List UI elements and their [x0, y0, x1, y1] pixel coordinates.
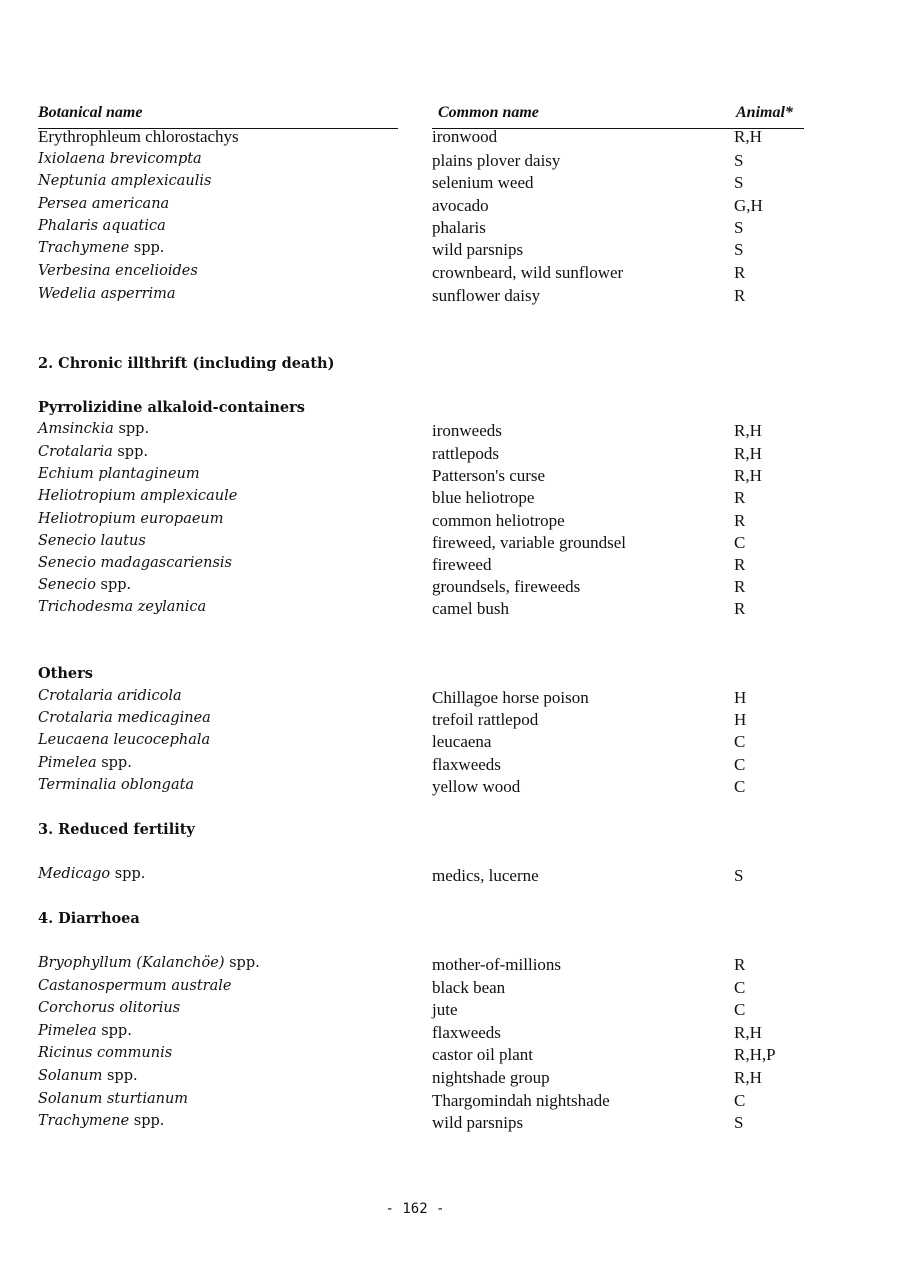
table-row [0, 1091, 900, 1113]
botanical-name [38, 577, 131, 593]
common-name: Patterson's curse [432, 466, 546, 485]
animal-code: H [734, 688, 747, 707]
botanical-name [38, 286, 176, 302]
botanical-name [38, 444, 148, 460]
genus: Senecio madagascariensis [38, 555, 232, 571]
animal-code: R,H [734, 1023, 762, 1042]
table-row [0, 173, 900, 195]
botanical-name [38, 688, 182, 704]
genus: Neptunia amplexicaulis [38, 173, 212, 189]
genus: Trachymene [38, 240, 130, 256]
animal-code: S [734, 218, 744, 237]
table-row [0, 866, 900, 888]
genus: Senecio [38, 577, 96, 593]
common-name: camel bush [432, 599, 509, 618]
botanical-name [38, 488, 237, 504]
animal-code: S [734, 1113, 744, 1132]
genus: Solanum sturtianum [38, 1091, 189, 1107]
genus: Amsinckia [38, 421, 114, 437]
botanical-name [38, 555, 232, 571]
genus: Crotalaria aridicola [38, 688, 182, 704]
table-row [0, 688, 900, 710]
animal-code: H [734, 710, 747, 729]
animal-code: C [734, 533, 746, 552]
common-name: flaxweeds [432, 1023, 501, 1042]
common-name: jute [432, 1000, 458, 1019]
botanical-name [38, 1045, 172, 1061]
animal-code: C [734, 755, 746, 774]
table-row [0, 555, 900, 577]
botanical-name [38, 511, 224, 527]
animal-code: R,H [734, 466, 762, 485]
genus: Bryophyllum (Kalanchöe) [38, 955, 225, 971]
common-name: phalaris [432, 218, 486, 237]
animal-code: R [734, 577, 746, 596]
common-name: wild parsnips [432, 1113, 524, 1132]
table-row [0, 196, 900, 218]
table-row [0, 777, 900, 799]
genus: Leucaena leucocephala [38, 732, 211, 748]
genus: Medicago [38, 866, 111, 882]
botanical-name [38, 466, 200, 482]
table-row [0, 240, 900, 262]
common-name: black bean [432, 978, 506, 997]
column-header-animal: Animal* [736, 104, 793, 121]
species-abbrev: spp. [100, 577, 132, 593]
genus: Pimelea [38, 1023, 97, 1039]
botanical-name [38, 755, 132, 771]
botanical-name [38, 1000, 180, 1016]
table-row [0, 755, 900, 777]
botanical-name [38, 263, 198, 279]
table-row [0, 599, 900, 621]
genus: Wedelia asperrima [38, 286, 176, 302]
genus: Ricinus communis [38, 1045, 173, 1061]
table-row [0, 263, 900, 285]
table-row [0, 466, 900, 488]
botanical-name [38, 127, 239, 147]
common-name: Thargomindah nightshade [432, 1091, 610, 1110]
botanical-name [38, 533, 146, 549]
table-row [0, 444, 900, 466]
table-row [0, 978, 900, 1000]
animal-code: R [734, 488, 746, 507]
common-name: sunflower daisy [432, 286, 541, 305]
animal-code: R [734, 555, 746, 574]
animal-code: C [734, 732, 746, 751]
section-heading-chronic-illthrift: 2. Chronic illthrift (including death) [38, 355, 335, 372]
animal-code: R [734, 955, 746, 974]
table-row [0, 218, 900, 240]
common-name: ironwood [432, 127, 498, 146]
table-row [0, 577, 900, 599]
genus: Trachymene [38, 1113, 130, 1129]
botanical-name [38, 1113, 164, 1129]
species-abbrev: spp. [106, 1068, 138, 1084]
common-name: rattlepods [432, 444, 500, 463]
genus: Crotalaria [38, 444, 113, 460]
animal-code: S [734, 173, 744, 192]
animal-code: R [734, 263, 746, 282]
common-name: common heliotrope [432, 511, 565, 530]
common-name: yellow wood [432, 777, 521, 796]
genus: Erythrophleum chlorostachys [38, 127, 239, 146]
animal-code: R,H,P [734, 1045, 776, 1064]
animal-code: R [734, 511, 746, 530]
animal-code: R [734, 599, 746, 618]
animal-code: R,H [734, 127, 762, 146]
species-abbrev: spp. [101, 1023, 132, 1039]
genus: Phalaris aquatica [38, 218, 166, 234]
animal-code: R,H [734, 1068, 762, 1087]
animal-code: R [734, 286, 746, 305]
species-abbrev: spp. [133, 1113, 165, 1129]
common-name: selenium weed [432, 173, 534, 192]
botanical-name [38, 732, 210, 748]
table-row [0, 421, 900, 443]
common-name: Chillagoe horse poison [432, 688, 589, 707]
table-row [0, 511, 900, 533]
species-abbrev: spp. [133, 240, 165, 256]
table-row [0, 732, 900, 754]
common-name: groundsels, fireweeds [432, 577, 581, 596]
common-name: fireweed, variable groundsel [432, 533, 626, 552]
botanical-name [38, 173, 211, 189]
common-name: plains plover daisy [432, 151, 561, 170]
table-row [0, 1068, 900, 1090]
table-row [0, 533, 900, 555]
botanical-name [38, 777, 194, 793]
botanical-name [38, 421, 149, 437]
animal-code: C [734, 978, 746, 997]
table-row [0, 1045, 900, 1067]
animal-code: R,H [734, 444, 762, 463]
common-name: wild parsnips [432, 240, 524, 259]
botanical-name [38, 196, 169, 212]
table-row [0, 1113, 900, 1135]
common-name: ironweeds [432, 421, 502, 440]
genus: Echium plantagineum [38, 466, 200, 482]
botanical-name [38, 1068, 138, 1084]
table-row [0, 955, 900, 977]
animal-code: S [734, 240, 744, 259]
botanical-name [38, 240, 164, 256]
genus: Heliotropium europaeum [38, 511, 224, 527]
table-row [0, 710, 900, 732]
genus: Corchorus olitorius [38, 1000, 181, 1016]
section-heading-reduced-fertility: 3. Reduced fertility [38, 821, 195, 838]
table-row [0, 151, 900, 173]
genus: Crotalaria medicaginea [38, 710, 211, 726]
common-name: avocado [432, 196, 489, 215]
botanical-name [38, 866, 145, 882]
table-row [0, 488, 900, 510]
common-name: crownbeard, wild sunflower [432, 263, 624, 282]
page-number: - 162 - [385, 1201, 445, 1217]
table-row [0, 127, 900, 149]
botanical-name [38, 151, 202, 167]
genus: Solanum [38, 1068, 103, 1084]
common-name: trefoil rattlepod [432, 710, 539, 729]
botanical-name [38, 218, 166, 234]
genus: Persea americana [38, 196, 170, 212]
genus: Senecio lautus [38, 533, 146, 549]
animal-code: S [734, 151, 744, 170]
botanical-name [38, 1091, 188, 1107]
subheading-others: Others [38, 665, 93, 682]
column-header-common-name: Common name [438, 104, 539, 121]
species-abbrev: spp. [101, 755, 132, 771]
botanical-name [38, 710, 211, 726]
common-name: castor oil plant [432, 1045, 534, 1064]
species-abbrev: spp. [118, 421, 150, 437]
common-name: medics, lucerne [432, 866, 539, 885]
table-row [0, 1023, 900, 1045]
botanical-name [38, 599, 206, 615]
animal-code: C [734, 777, 746, 796]
species-abbrev: spp. [229, 955, 260, 971]
animal-code: C [734, 1091, 746, 1110]
genus: Trichodesma zeylanica [38, 599, 207, 615]
table-row [0, 1000, 900, 1022]
botanical-name [38, 1023, 132, 1039]
animal-code: G,H [734, 196, 763, 215]
species-abbrev: spp. [114, 866, 146, 882]
section-heading-diarrhoea: 4. Diarrhoea [38, 910, 140, 927]
genus: Heliotropium amplexicaule [38, 488, 238, 504]
column-header-botanical-name: Botanical name [38, 104, 143, 121]
common-name: leucaena [432, 732, 492, 751]
common-name: flaxweeds [432, 755, 501, 774]
botanical-name [38, 955, 260, 971]
common-name: blue heliotrope [432, 488, 535, 507]
common-name: fireweed [432, 555, 492, 574]
genus: Ixiolaena brevicompta [38, 151, 202, 167]
animal-code: S [734, 866, 744, 885]
genus: Terminalia oblongata [38, 777, 195, 793]
genus: Castanospermum australe [38, 978, 232, 994]
common-name: mother-of-millions [432, 955, 562, 974]
subheading-pyrrolizidine: Pyrrolizidine alkaloid-containers [38, 399, 305, 416]
genus: Verbesina encelioides [38, 263, 198, 279]
table-row [0, 286, 900, 308]
genus: Pimelea [38, 755, 97, 771]
species-abbrev: spp. [117, 444, 148, 460]
animal-code: R,H [734, 421, 762, 440]
animal-code: C [734, 1000, 746, 1019]
botanical-name [38, 978, 231, 994]
common-name: nightshade group [432, 1068, 550, 1087]
